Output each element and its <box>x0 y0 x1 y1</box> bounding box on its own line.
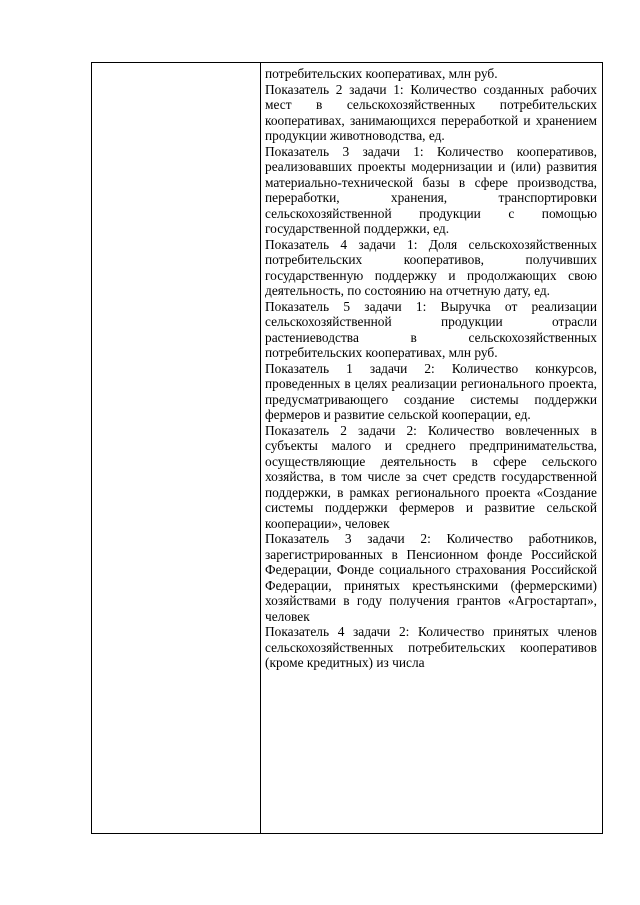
indicator-paragraph: Показатель 2 задачи 2: Количество вовлеченных в субъекты малого и среднего предпринимательства, осуществляющие деятельность в сфере сельского хозяйства, в том числе за счет средств государственной поддержки, в рамках регионального проекта «Создание системы поддержки фермеров и развитие сельской кооперации», человек <box>265 422 597 531</box>
indicators-table <box>91 62 603 834</box>
indicator-paragraph: Показатель 1 задачи 2: Количество конкурсов, проведенных в целях реализации регионального проекта, предусматривающего создание системы поддержки фермеров и развитие сельской кооперации, ед. <box>265 360 597 422</box>
indicator-paragraph: Показатель 4 задачи 2: Количество принятых членов сельскохозяйственных потребительских кооперативов (кроме кредитных) из числа <box>265 624 597 670</box>
indicator-paragraph: Показатель 2 задачи 1: Количество созданных рабочих мест в сельскохозяйственных потребительских кооперативах, занимающихся переработкой и хранением продукции животноводства, ед. <box>265 81 597 143</box>
table-row <box>92 63 603 834</box>
indicator-paragraph: Показатель 4 задачи 1: Доля сельскохозяйственных потребительских кооперативов, получивших государственную поддержку и продолжающих свою деятельность, по состоянию на отчетную дату, ед. <box>265 236 597 298</box>
indicator-paragraph: Показатель 5 задачи 1: Выручка от реализации сельскохозяйственной продукции отрасли растениеводства в сельскохозяйственных потребительских кооперативах, млн руб. <box>265 298 597 360</box>
left-cell-text <box>92 63 260 66</box>
indicator-paragraph: потребительских кооперативах, млн руб. <box>265 66 498 81</box>
indicator-paragraph: Показатель 3 задачи 1: Количество кооперативов, реализовавших проекты модернизации и (или) развития материально-технической базы в сфере производства, переработки, хранения, транспортировки сельскохозяйственной продукции с помощью государственной поддержки, ед. <box>265 143 597 236</box>
indicators-text <box>261 63 602 671</box>
left-cell <box>92 63 261 834</box>
right-cell <box>261 63 603 834</box>
indicator-paragraph: Показатель 3 задачи 2: Количество работников, зарегистрированных в Пенсионном фонде Российской Федерации, Фонде социального страхования Российской Федерации, принятых крестьянскими (фермерскими) хозяйствами в году получения грантов «Агростартап», человек <box>265 531 597 624</box>
